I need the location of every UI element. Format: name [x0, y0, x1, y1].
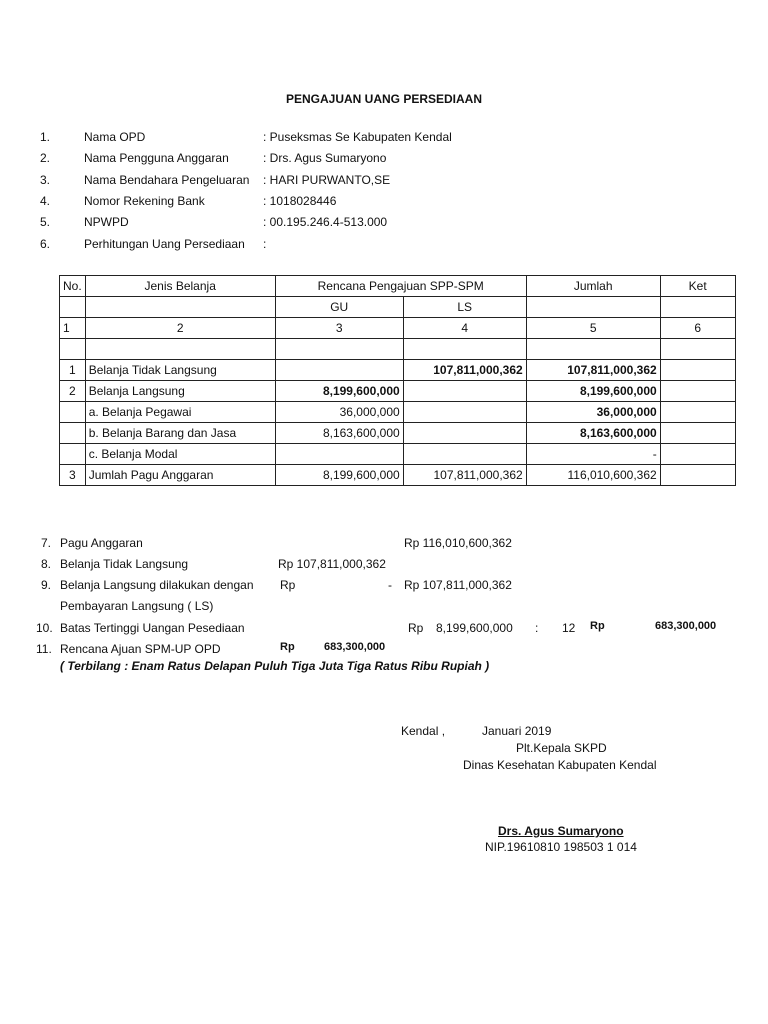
calc-amount: Rp 107,811,000,362	[404, 578, 512, 592]
terbilang-text: ( Terbilang : Enam Ratus Delapan Puluh Tiga Juta Tiga Ratus Ribu Rupiah )	[60, 659, 490, 673]
info-label: Nomor Rekening Bank	[84, 194, 205, 208]
info-number: 4.	[40, 194, 51, 208]
info-value: :	[263, 237, 267, 251]
header-ls: LS	[403, 297, 526, 318]
column-number: 5	[526, 318, 660, 339]
table-row	[60, 444, 736, 465]
table-total-row	[60, 465, 736, 486]
calc-number: 11.	[36, 642, 52, 656]
calc-label: Belanja Tidak Langsung	[60, 557, 189, 571]
row-ket	[660, 423, 735, 444]
calc-number: 10.	[36, 621, 53, 635]
table-row	[60, 381, 736, 402]
calc-label-continued: Pembayaran Langsung ( LS)	[60, 599, 214, 613]
row-ket	[660, 402, 735, 423]
row-ket	[660, 381, 735, 402]
row-gu	[275, 444, 403, 465]
calc-amount: Rp 116,010,600,362	[404, 536, 512, 550]
info-value: : 00.195.246.4-513.000	[263, 215, 388, 229]
table-row	[60, 402, 736, 423]
calc-colon: :	[535, 621, 539, 635]
info-label: Nama Bendahara Pengeluaran	[84, 173, 250, 187]
row-ls	[403, 381, 526, 402]
info-value: : 1018028446	[263, 194, 337, 208]
info-value: : Drs. Agus Sumaryono	[263, 151, 387, 165]
info-number: 2.	[40, 151, 51, 165]
table-row	[60, 423, 736, 444]
calc-label: Rencana Ajuan SPM-UP OPD	[60, 642, 221, 656]
info-value: : HARI PURWANTO,SE	[263, 173, 391, 187]
row-jumlah: 36,000,000	[526, 402, 660, 423]
row-jenis: Jumlah Pagu Anggaran	[85, 465, 275, 486]
row-jumlah: 107,811,000,362	[526, 360, 660, 381]
row-jumlah: 116,010,600,362	[526, 465, 660, 486]
signature-agency: Dinas Kesehatan Kabupaten Kendal	[463, 758, 657, 772]
calc-result: 683,300,000	[655, 620, 717, 632]
column-number: 2	[85, 318, 275, 339]
calc-divisor: 12	[562, 621, 576, 635]
info-label: Nama Pengguna Anggaran	[84, 151, 229, 165]
row-ls	[403, 423, 526, 444]
calc-currency: Rp	[280, 641, 295, 653]
row-gu: 8,199,600,000	[275, 465, 403, 486]
row-ket	[660, 444, 735, 465]
calc-label: Batas Tertinggi Uangan Pesediaan	[60, 621, 245, 635]
info-number: 3.	[40, 173, 51, 187]
calc-amount: 8,199,600,000	[436, 621, 513, 635]
row-jumlah: 8,163,600,000	[526, 423, 660, 444]
row-jumlah: -	[526, 444, 660, 465]
info-number: 1.	[40, 130, 51, 144]
info-number: 6.	[40, 237, 51, 251]
row-no	[60, 423, 86, 444]
row-ls	[403, 402, 526, 423]
row-no: 1	[60, 360, 86, 381]
row-ket	[660, 465, 735, 486]
row-jenis: c. Belanja Modal	[85, 444, 275, 465]
table-row	[60, 360, 736, 381]
row-ls: 107,811,000,362	[403, 360, 526, 381]
row-gu: 8,199,600,000	[275, 381, 403, 402]
column-number: 4	[403, 318, 526, 339]
header-gu: GU	[275, 297, 403, 318]
row-gu: 36,000,000	[275, 402, 403, 423]
row-jumlah: 8,199,600,000	[526, 381, 660, 402]
row-gu	[275, 360, 403, 381]
signature-nip: NIP.19610810 198503 1 014	[485, 840, 637, 854]
header-jumlah: Jumlah	[526, 276, 660, 297]
row-no	[60, 402, 86, 423]
column-number: 6	[660, 318, 735, 339]
header-no: No.	[60, 276, 86, 297]
calc-amount: 683,300,000	[324, 641, 386, 653]
header-ket: Ket	[660, 276, 735, 297]
row-jenis: Belanja Tidak Langsung	[85, 360, 275, 381]
calc-amount: Rp 107,811,000,362	[278, 557, 386, 571]
signature-position: Plt.Kepala SKPD	[516, 741, 607, 755]
row-no	[60, 444, 86, 465]
signature-name: Drs. Agus Sumaryono	[498, 824, 624, 838]
info-value: : Puseksmas Se Kabupaten Kendal	[263, 130, 452, 144]
info-label: Perhitungan Uang Persediaan	[84, 237, 245, 251]
table-empty-row	[60, 339, 736, 360]
column-number: 3	[275, 318, 403, 339]
header-rencana: Rencana Pengajuan SPP-SPM	[275, 276, 526, 297]
info-label: Nama OPD	[84, 130, 146, 144]
row-jenis: Belanja Langsung	[85, 381, 275, 402]
info-label: NPWPD	[84, 215, 129, 229]
table-header-row	[60, 276, 736, 297]
calc-dash: -	[388, 578, 392, 592]
document-title: PENGAJUAN UANG PERSEDIAAN	[285, 92, 483, 106]
row-ls: 107,811,000,362	[403, 465, 526, 486]
table-subheader-row	[60, 297, 736, 318]
row-no: 2	[60, 381, 86, 402]
row-ket	[660, 360, 735, 381]
budget-table	[59, 275, 736, 486]
signature-date: Januari 2019	[482, 724, 552, 738]
calc-currency: Rp	[280, 578, 296, 592]
calc-number: 9.	[41, 578, 52, 592]
row-jenis: b. Belanja Barang dan Jasa	[85, 423, 275, 444]
header-jenis-belanja: Jenis Belanja	[85, 276, 275, 297]
calc-currency: Rp	[590, 620, 605, 632]
calc-number: 7.	[41, 536, 52, 550]
row-gu: 8,163,600,000	[275, 423, 403, 444]
calc-label: Pagu Anggaran	[60, 536, 143, 550]
calc-number: 8.	[41, 557, 52, 571]
info-number: 5.	[40, 215, 51, 229]
row-ls	[403, 444, 526, 465]
table-column-number-row	[60, 318, 736, 339]
calc-currency: Rp	[408, 621, 424, 635]
signature-place: Kendal ,	[401, 724, 446, 738]
row-jenis: a. Belanja Pegawai	[85, 402, 275, 423]
calc-label: Belanja Langsung dilakukan dengan	[60, 578, 254, 592]
row-no: 3	[60, 465, 86, 486]
column-number: 1	[60, 318, 86, 339]
